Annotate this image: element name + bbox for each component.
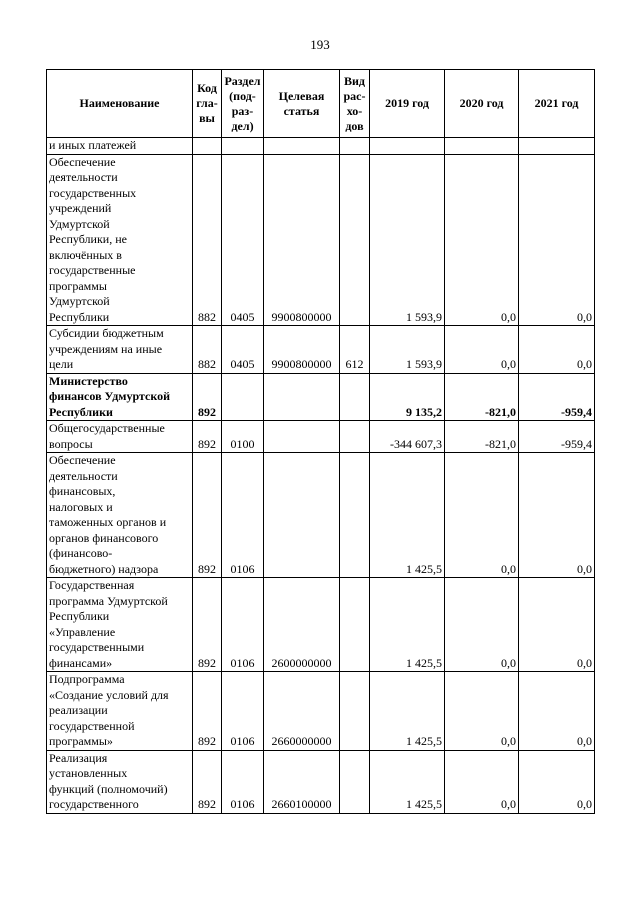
header-line: 2019 год [385, 96, 429, 110]
header-2020 [445, 70, 519, 138]
cell-name-line: учреждений [49, 201, 112, 215]
header-line: хо- [346, 103, 363, 118]
cell-2019: 1 425,5 [370, 750, 445, 813]
cell-2019: 1 425,5 [370, 578, 445, 672]
cell-target: 2660000000 [264, 672, 340, 751]
header-2021 [519, 70, 595, 138]
cell-name [47, 672, 193, 751]
cell-name-line: (финансово- [49, 546, 113, 560]
cell-type: 612 [340, 326, 370, 374]
table-row [47, 421, 595, 453]
cell-name-line: Общегосударственные [49, 421, 165, 435]
cell-2021: 0,0 [519, 578, 595, 672]
cell-type [340, 578, 370, 672]
cell-name-line: бюджетного) надзора [49, 561, 159, 576]
cell-2019: -344 607,3 [370, 421, 445, 453]
cell-name-line: Подпрограмма [49, 672, 125, 686]
header-line: рас- [343, 88, 366, 103]
cell-code [193, 138, 222, 155]
header-line: Наименование [79, 96, 160, 110]
budget-table [46, 69, 595, 814]
cell-name-line: программы» [49, 734, 113, 748]
header-line: 2020 год [459, 96, 504, 110]
table-header-row [47, 70, 595, 138]
cell-type [340, 750, 370, 813]
cell-name-line: государственного [49, 797, 139, 811]
cell-name-line: деятельности [49, 468, 118, 483]
cell-name-line: таможенных органов и [49, 515, 167, 529]
cell-2020: -821,0 [445, 421, 519, 453]
cell-section: 0106 [222, 750, 264, 813]
header-line: (под- [229, 88, 256, 103]
cell-2020 [445, 138, 519, 155]
cell-name [47, 326, 193, 374]
cell-name-line: функций (полномочий) [49, 781, 168, 796]
cell-type [340, 421, 370, 453]
cell-name-line: и иных платежей [49, 138, 137, 152]
cell-name [47, 750, 193, 813]
header-line: Целевая [278, 88, 325, 103]
cell-name-line: государственной [49, 718, 135, 733]
table-row [47, 154, 595, 326]
cell-2020: 0,0 [445, 453, 519, 578]
cell-2021: 0,0 [519, 453, 595, 578]
cell-2019 [370, 138, 445, 155]
cell-2021 [519, 138, 595, 155]
header-line: статья [283, 103, 320, 118]
cell-name-line: Республики [49, 404, 113, 419]
table-row [47, 453, 595, 578]
page-number: 193 [310, 37, 330, 52]
cell-2020: 0,0 [445, 326, 519, 374]
cell-name-line: Обеспечение [49, 453, 116, 467]
cell-section: 0100 [222, 421, 264, 453]
cell-type [340, 154, 370, 326]
cell-section: 0106 [222, 672, 264, 751]
cell-2019: 9 135,2 [370, 373, 445, 421]
cell-2019: 1 425,5 [370, 672, 445, 751]
cell-section: 0106 [222, 578, 264, 672]
header-line: раз- [231, 103, 254, 118]
cell-name-line: программа Удмуртской [49, 593, 168, 608]
cell-section [222, 138, 264, 155]
cell-2021: 0,0 [519, 750, 595, 813]
cell-section [222, 373, 264, 421]
table-row [47, 373, 595, 421]
header-line: Вид [344, 73, 365, 88]
cell-name-line: «Управление [49, 624, 116, 639]
cell-name-line: государственных [49, 185, 137, 200]
cell-code: 892 [193, 672, 222, 751]
cell-name-line: Субсидии бюджетным [49, 326, 164, 340]
cell-name [47, 138, 193, 155]
cell-2021: 0,0 [519, 326, 595, 374]
header-code [193, 70, 222, 138]
cell-target: 2600000000 [264, 578, 340, 672]
table-row [47, 326, 595, 374]
cell-name-line: Удмуртской [49, 294, 110, 308]
cell-name-line: Государственная [49, 578, 135, 592]
cell-name [47, 453, 193, 578]
header-type [340, 70, 370, 138]
header-line: Раздел [224, 73, 261, 88]
cell-name-line: «Создание условий для [49, 687, 169, 702]
cell-name-line: Реализация [49, 750, 108, 765]
header-line: 2021 год [534, 96, 579, 110]
cell-2019: 1 593,9 [370, 326, 445, 374]
header-name [47, 70, 193, 138]
cell-name [47, 421, 193, 453]
cell-name-line: Республики, не [49, 232, 127, 246]
cell-name-line: цели [49, 357, 74, 371]
cell-name-line: Обеспечение [49, 154, 116, 169]
header-target [264, 70, 340, 138]
cell-name-line: вопросы [49, 436, 93, 451]
cell-name-line: Республики [49, 609, 110, 623]
cell-target [264, 373, 340, 421]
cell-2021: 0,0 [519, 154, 595, 326]
cell-name-line: Удмуртской [49, 216, 110, 231]
cell-name-line: установленных [49, 766, 128, 780]
header-2019 [370, 70, 445, 138]
cell-name [47, 154, 193, 326]
header-section [222, 70, 264, 138]
header-line: гла- [196, 96, 218, 110]
table-body [47, 138, 595, 814]
cell-target: 9900800000 [264, 326, 340, 374]
cell-type [340, 373, 370, 421]
cell-name [47, 373, 193, 421]
cell-2020: 0,0 [445, 154, 519, 326]
header-line: вы [199, 111, 215, 125]
cell-2021: 0,0 [519, 672, 595, 751]
cell-target: 2660100000 [264, 750, 340, 813]
cell-type [340, 672, 370, 751]
table-row [47, 578, 595, 672]
cell-target [264, 421, 340, 453]
cell-name-line: финансовых, [49, 484, 116, 498]
cell-name-line: учреждениям на иные [49, 341, 163, 356]
cell-2019: 1 593,9 [370, 154, 445, 326]
cell-type [340, 138, 370, 155]
cell-name-line: деятельности [49, 170, 118, 184]
cell-name-line: Республики [49, 309, 110, 324]
cell-2020: -821,0 [445, 373, 519, 421]
cell-name-line: Министерство [49, 373, 128, 388]
cell-name-line: налоговых и [49, 499, 113, 514]
cell-name [47, 578, 193, 672]
cell-code: 892 [193, 578, 222, 672]
cell-name-line: включённых в [49, 247, 122, 262]
cell-2020: 0,0 [445, 578, 519, 672]
cell-name-line: государственными [49, 640, 145, 654]
cell-name-line: финансами» [49, 655, 113, 670]
cell-section: 0405 [222, 326, 264, 374]
cell-name-line: органов финансового [49, 530, 159, 545]
cell-section: 0405 [222, 154, 264, 326]
cell-code: 892 [193, 750, 222, 813]
cell-name-line: реализации [49, 703, 108, 717]
cell-code: 882 [193, 326, 222, 374]
cell-code: 882 [193, 154, 222, 326]
cell-code: 892 [193, 453, 222, 578]
cell-name-line: государственные [49, 263, 136, 277]
header-line: дел) [231, 118, 254, 133]
cell-type [340, 453, 370, 578]
cell-2021: -959,4 [519, 421, 595, 453]
cell-target [264, 453, 340, 578]
cell-name-line: финансов Удмуртской [49, 389, 171, 403]
cell-2020: 0,0 [445, 750, 519, 813]
table-row [47, 138, 595, 155]
cell-2021: -959,4 [519, 373, 595, 421]
cell-section: 0106 [222, 453, 264, 578]
cell-target [264, 138, 340, 155]
header-line: Код [197, 81, 217, 95]
table-row [47, 672, 595, 751]
cell-name-line: программы [49, 278, 107, 293]
cell-code: 892 [193, 373, 222, 421]
table-row [47, 750, 595, 813]
cell-2020: 0,0 [445, 672, 519, 751]
cell-2019: 1 425,5 [370, 453, 445, 578]
cell-code: 892 [193, 421, 222, 453]
cell-target: 9900800000 [264, 154, 340, 326]
header-line: дов [345, 118, 364, 133]
